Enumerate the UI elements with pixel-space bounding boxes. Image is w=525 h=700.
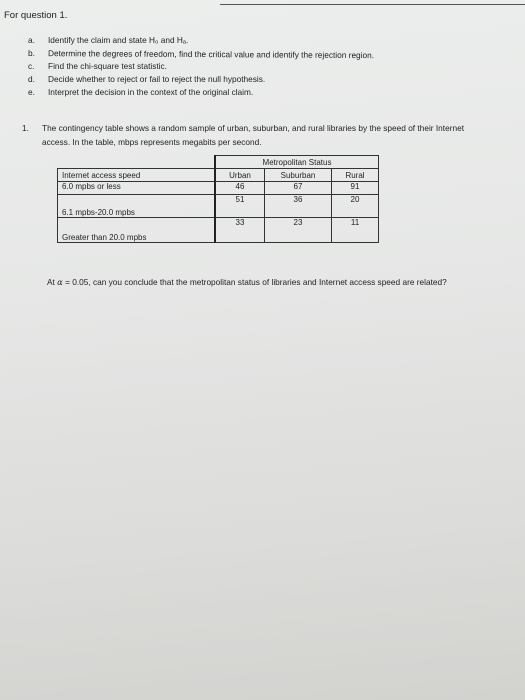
top-divider (220, 4, 525, 5)
row-label: 6.1 mpbs-20.0 mpbs (58, 195, 216, 218)
followup-question (47, 276, 487, 289)
page-heading: For question 1. (4, 10, 68, 21)
table-cell: 36 (265, 195, 332, 218)
instruction-text: Decide whether to reject or fail to reject the null hypothesis. (48, 74, 266, 84)
table-cell: 33 (215, 218, 265, 243)
contingency-table (57, 155, 379, 243)
table-cell: 46 (215, 182, 265, 195)
instruction-text: Determine the degrees of freedom, find the critical value and identify the rejection region. (47, 48, 375, 61)
table-cell: 11 (332, 218, 379, 243)
instruction-text: Identify the claim and state H₀ and Hₐ. (48, 35, 189, 45)
table-cell: 91 (332, 182, 379, 195)
metropolitan-status-header: Metropolitan Status (215, 156, 379, 169)
row-label: Greater than 20.0 mpbs (58, 218, 216, 243)
followup-prefix: At (47, 277, 58, 287)
alpha-symbol: α (57, 277, 63, 287)
instruction-letter: b. (27, 48, 35, 59)
column-header-rural: Rural (332, 169, 379, 182)
instruction-list (28, 34, 374, 99)
table-group-header-row (58, 156, 379, 169)
column-header-urban: Urban (215, 169, 265, 182)
instruction-letter: a. (28, 35, 35, 45)
instruction-item (28, 60, 374, 73)
table-row (58, 218, 379, 243)
table-cell: 67 (265, 182, 332, 195)
table-cell: 20 (332, 195, 379, 218)
row-label: 6.0 mpbs or less (58, 182, 216, 195)
instruction-item (28, 86, 374, 99)
table-cell: 23 (265, 218, 332, 243)
row-header-cell: Internet access speed (58, 169, 216, 182)
instruction-item (28, 73, 374, 86)
table-cell: 51 (215, 195, 265, 218)
instruction-item (28, 47, 374, 62)
question-number: 1. (22, 123, 29, 133)
instruction-text: Find the chi-square test statistic. (48, 61, 167, 71)
table-row (58, 195, 379, 218)
table-column-header-row (58, 169, 379, 182)
column-header-suburban: Suburban (265, 169, 332, 182)
instruction-item (28, 34, 374, 47)
table-corner-cell (58, 156, 216, 169)
instruction-letter: d. (28, 74, 35, 84)
instruction-text: Interpret the decision in the context of the original claim. (48, 87, 254, 97)
table-row (58, 182, 379, 195)
question-text: The contingency table shows a random sample of urban, suburban, and rural libraries by the speed of their Internet access. In the table, mbps represents megabits per second. (42, 123, 465, 147)
instruction-letter: e. (28, 87, 35, 97)
followup-text: = 0.05, can you conclude that the metropolitan status of libraries and Internet access speed are related? (62, 277, 447, 287)
instruction-letter: c. (28, 61, 35, 71)
